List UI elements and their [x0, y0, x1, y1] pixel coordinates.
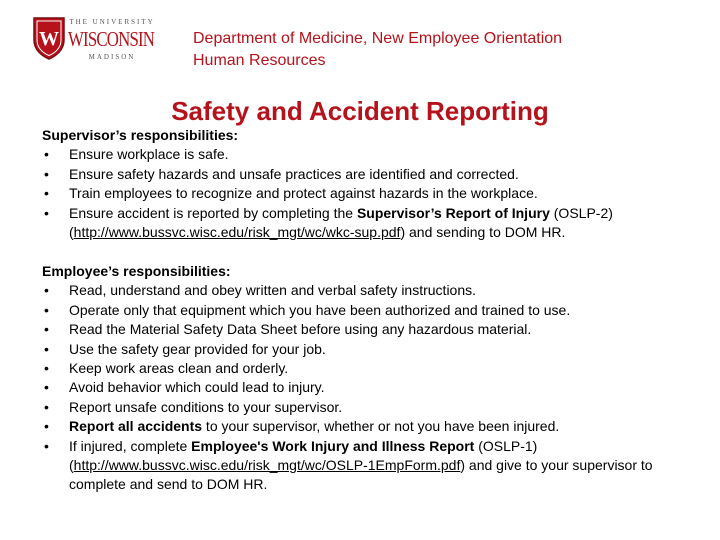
list-item [42, 204, 692, 243]
list-item-text [69, 204, 692, 243]
supervisor-report-link[interactable]: http://www.bussvc.wisc.edu/risk_mgt/wc/wkc-sup.pdf [73, 224, 401, 241]
report-text-post: ) and sending to DOM HR. [400, 224, 566, 241]
list-item-text [69, 437, 692, 495]
list-item [42, 281, 692, 300]
report-accidents-text: to your supervisor, whether or not you have been injured. [202, 418, 560, 435]
employee-section [42, 262, 692, 495]
bullet: • [44, 418, 49, 435]
bullet: • [44, 437, 49, 454]
list-item [42, 301, 692, 320]
list-item-text: Ensure safety hazards and unsafe practices are identified and corrected. [69, 165, 519, 182]
employee-heading: Employee’s responsibilities: [42, 263, 231, 279]
list-item [42, 398, 692, 417]
list-item [42, 359, 692, 378]
list-item [42, 340, 692, 359]
bullet: • [44, 379, 49, 396]
bullet: • [44, 301, 49, 318]
list-item [42, 320, 692, 339]
list-item [42, 437, 692, 495]
list-item-text [69, 417, 692, 436]
bullet: • [44, 398, 49, 415]
injured-text-mid: (OSLP-1) ( [69, 437, 538, 474]
report-text-mid: (OSLP-2) ( [69, 204, 613, 241]
report-text-pre: Ensure accident is reported by completing the [69, 204, 357, 221]
list-item [42, 417, 692, 436]
supervisor-section [42, 126, 692, 242]
list-item [42, 145, 692, 164]
injured-text-pre: If injured, complete [69, 437, 192, 454]
injured-text-post: ) and give to your supervisor to complete and send to DOM HR. [69, 457, 653, 493]
list-item-text: Read the Material Safety Data Sheet before using any hazardous material. [69, 321, 532, 338]
bullet: • [44, 282, 49, 299]
header-hr: Human Resources [193, 52, 326, 69]
logo-top-text: THE UNIVERSITY [69, 18, 155, 26]
bullet: • [44, 360, 49, 377]
page-title: Safety and Accident Reporting [171, 96, 549, 126]
crest-icon [32, 16, 66, 60]
logo-bottom-text: MADISON [88, 53, 136, 61]
bullet: • [44, 204, 49, 221]
list-item [42, 165, 692, 184]
list-item [42, 378, 692, 397]
bullet: • [44, 165, 49, 182]
report-accidents-bold: Report all accidents [69, 418, 203, 435]
list-item-text: Use the safety gear provided for your job. [69, 340, 326, 357]
university-logo [32, 16, 154, 62]
employee-report-form-name: Employee's Work Injury and Illness Report [191, 437, 475, 454]
bullet: • [44, 146, 49, 163]
list-item [42, 184, 692, 203]
employee-report-link[interactable]: http://www.bussvc.wisc.edu/risk_mgt/wc/OSLP-1EmpForm.pdf [73, 457, 461, 474]
list-item-text: Report unsafe conditions to your supervisor. [69, 398, 343, 415]
logo-name: WISCONSIN [68, 27, 155, 51]
list-item-text: Train employees to recognize and protect against hazards in the workplace. [69, 185, 538, 202]
crest-letter: W [39, 28, 59, 50]
bullet: • [44, 185, 49, 202]
list-item-text: Avoid behavior which could lead to injury. [69, 379, 325, 396]
bullet: • [44, 321, 49, 338]
list-item-text: Operate only that equipment which you have been authorized and trained to use. [69, 301, 571, 318]
list-item-text: Ensure workplace is safe. [69, 146, 229, 163]
supervisor-heading: Supervisor’s responsibilities: [42, 127, 239, 143]
supervisor-report-form-name: Supervisor’s Report of Injury [356, 204, 550, 221]
list-item-text: Keep work areas clean and orderly. [69, 360, 289, 377]
header-department: Department of Medicine, New Employee Orientation [193, 30, 563, 47]
bullet: • [44, 340, 49, 357]
list-item-text: Read, understand and obey written and verbal safety instructions. [69, 282, 477, 299]
